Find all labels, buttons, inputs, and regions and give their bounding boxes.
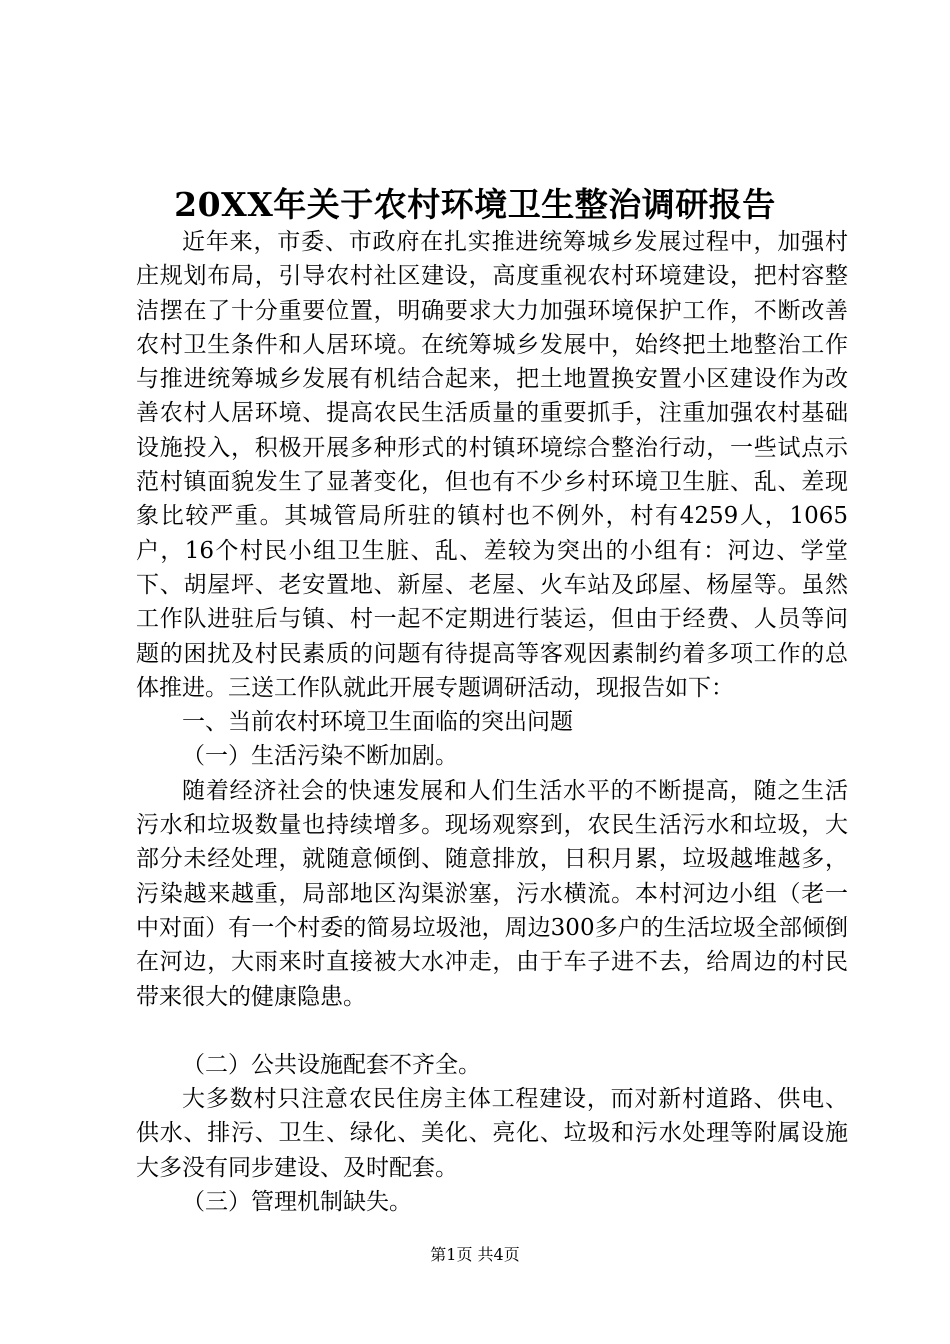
section-heading: 一、当前农村环境卫生面临的突出问题: [182, 709, 573, 736]
subsection-heading-1: （一）生活污染不断加剧。: [182, 743, 458, 770]
page-number-footer: 第1页 共4页: [430, 1245, 520, 1264]
subsection-heading-3: （三）管理机制缺失。: [182, 1189, 412, 1216]
paragraph-spacer: [136, 1014, 848, 1048]
document-title: 20XX年关于农村环境卫生整治调研报告: [174, 185, 776, 224]
document-body: [136, 225, 848, 1219]
subsection-heading-2: （二）公共设施配套不齐全。: [182, 1051, 481, 1078]
intro-paragraph: 近年来，市委、市政府在扎实推进统筹城乡发展过程中，加强村庄规划布局，引导农村社区建设，高度重视农村环境建设，把村容整洁摆在了十分重要位置，明确要求大力加强环境保护工作，不断改善农村卫生条件和人居环境。在统筹城乡发展中，始终把土地整治工作与推进统筹城乡发展有机结合起来，把土地置换安置小区建设作为改善农村人居环境、提高农民生活质量的重要抓手，注重加强农村基础设施投入，积极开展多种形式的村镇环境综合整治行动，一些试点示范村镇面貌发生了显著变化，但也有不少乡村环境卫生脏、乱、差现象比较严重。其城管局所驻的镇村也不例外，村有4259人，1065户，16个村民小组卫生脏、乱、差较为突出的小组有：河边、学堂下、胡屋坪、老安置地、新屋、老屋、火车站及邱屋、杨屋等。虽然工作队进驻后与镇、村一起不定期进行装运，但由于经费、人员等问题的困扰及村民素质的问题有待提高等客观因素制约着多项工作的总体推进。三送工作队就此开展专题调研活动，现报告如下：: [136, 229, 848, 701]
subsection-paragraph-1: 随着经济社会的快速发展和人们生活水平的不断提高，随之生活污水和垃圾数量也持续增多。现场观察到，农民生活污水和垃圾，大部分未经处理，就随意倾倒、随意排放，日积月累，垃圾越堆越多，污染越来越重，局部地区沟渠淤塞，污水横流。本村河边小组（老一中对面）有一个村委的简易垃圾池，周边300多户的生活垃圾全部倾倒在河边，大雨来时直接被大水冲走，由于车子进不去，给周边的村民带来很大的健康隐患。: [136, 777, 848, 1010]
subsection-paragraph-2: 大多数村只注意农民住房主体工程建设，而对新村道路、供电、供水、排污、卫生、绿化、美化、亮化、垃圾和污水处理等附属设施大多没有同步建设、及时配套。: [136, 1086, 848, 1181]
